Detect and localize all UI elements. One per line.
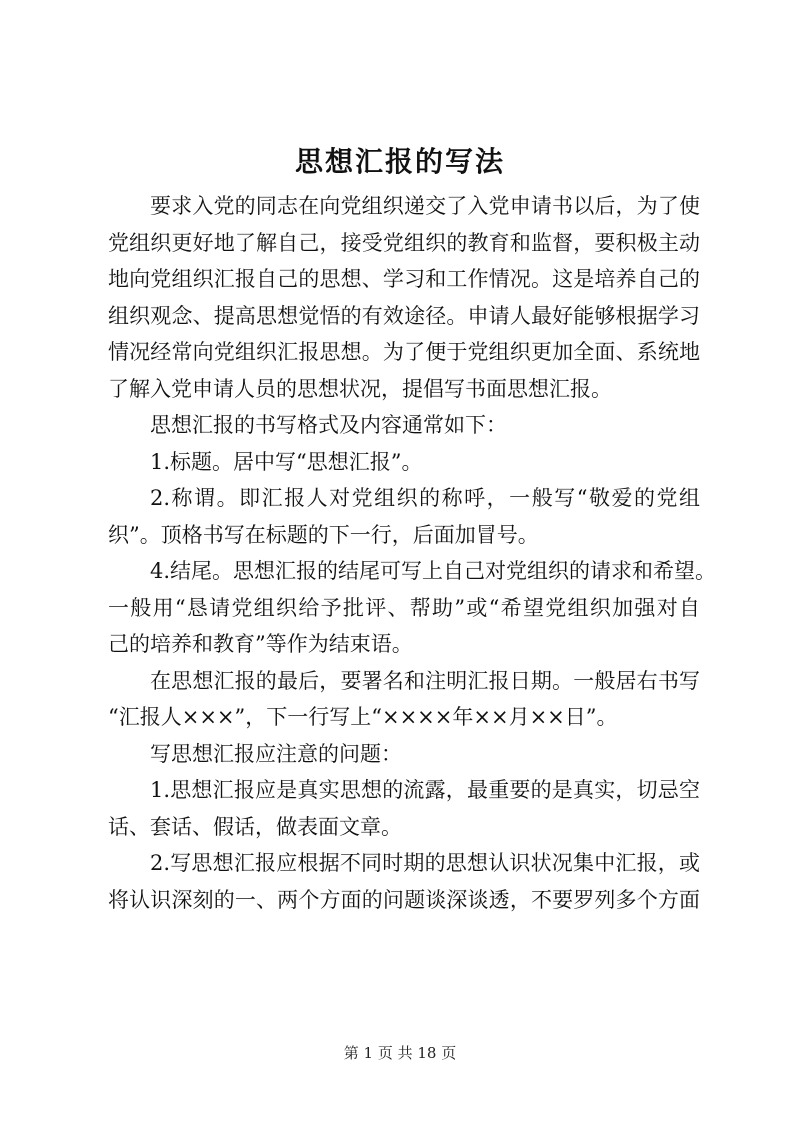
paragraph-line: “汇报人×××”，下一行写上“××××年××月××日”。	[108, 705, 618, 729]
document-title: 思想汇报的写法	[294, 145, 505, 178]
paragraph-line: 党组织更好地了解自己，接受党组织的教育和监督，要积极主动	[108, 230, 700, 255]
paragraph-line: 一般用“恳请党组织给予批评、帮助”或“希望党组织加强对自	[108, 595, 700, 620]
paragraph-line: 思想汇报的书写格式及内容通常如下：	[150, 413, 507, 437]
paragraph-line: 情况经常向党组织汇报思想。为了便于党组织更加全面、系统地	[108, 340, 700, 364]
paragraph-line: 4.结尾。思想汇报的结尾可写上自己对党组织的请求和希望。	[150, 559, 717, 583]
paragraph-line: 在思想汇报的最后，要署名和注明汇报日期。一般居右书写	[150, 668, 700, 693]
paragraph-line: 将认识深刻的一、两个方面的问题谈深谈透，不要罗列多个方面	[108, 887, 700, 912]
paragraph-line: 组织观念、提高思想觉悟的有效途径。申请人最好能够根据学习	[108, 303, 700, 328]
paragraph-line: 2.写思想汇报应根据不同时期的思想认识状况集中汇报，或	[150, 851, 700, 875]
page-number-footer: 第 1 页 共 18 页	[343, 1044, 457, 1062]
paragraph-line: 1.思想汇报应是真实思想的流露，最重要的是真实，切忌空	[150, 778, 700, 802]
paragraph-line: 地向党组织汇报自己的思想、学习和工作情况。这是培养自己的	[108, 267, 700, 291]
paragraph-line: 1.标题。居中写“思想汇报”。	[150, 449, 423, 474]
paragraph-line: 要求入党的同志在向党组织递交了入党申请书以后，为了使	[150, 194, 700, 218]
document-body	[108, 188, 717, 918]
paragraph-line: 了解入党申请人员的思想状况，提倡写书面思想汇报。	[108, 376, 612, 401]
paragraph-line: 2.称谓。即汇报人对党组织的称呼，一般写“敬爱的党组	[150, 486, 700, 510]
paragraph-line: 写思想汇报应注意的问题：	[150, 741, 402, 766]
paragraph-line: 话、套话、假话，做表面文章。	[108, 814, 402, 839]
paragraph-line: 织”。顶格书写在标题的下一行，后面加冒号。	[108, 522, 539, 547]
paragraph-line: 己的培养和教育”等作为结束语。	[108, 632, 413, 656]
